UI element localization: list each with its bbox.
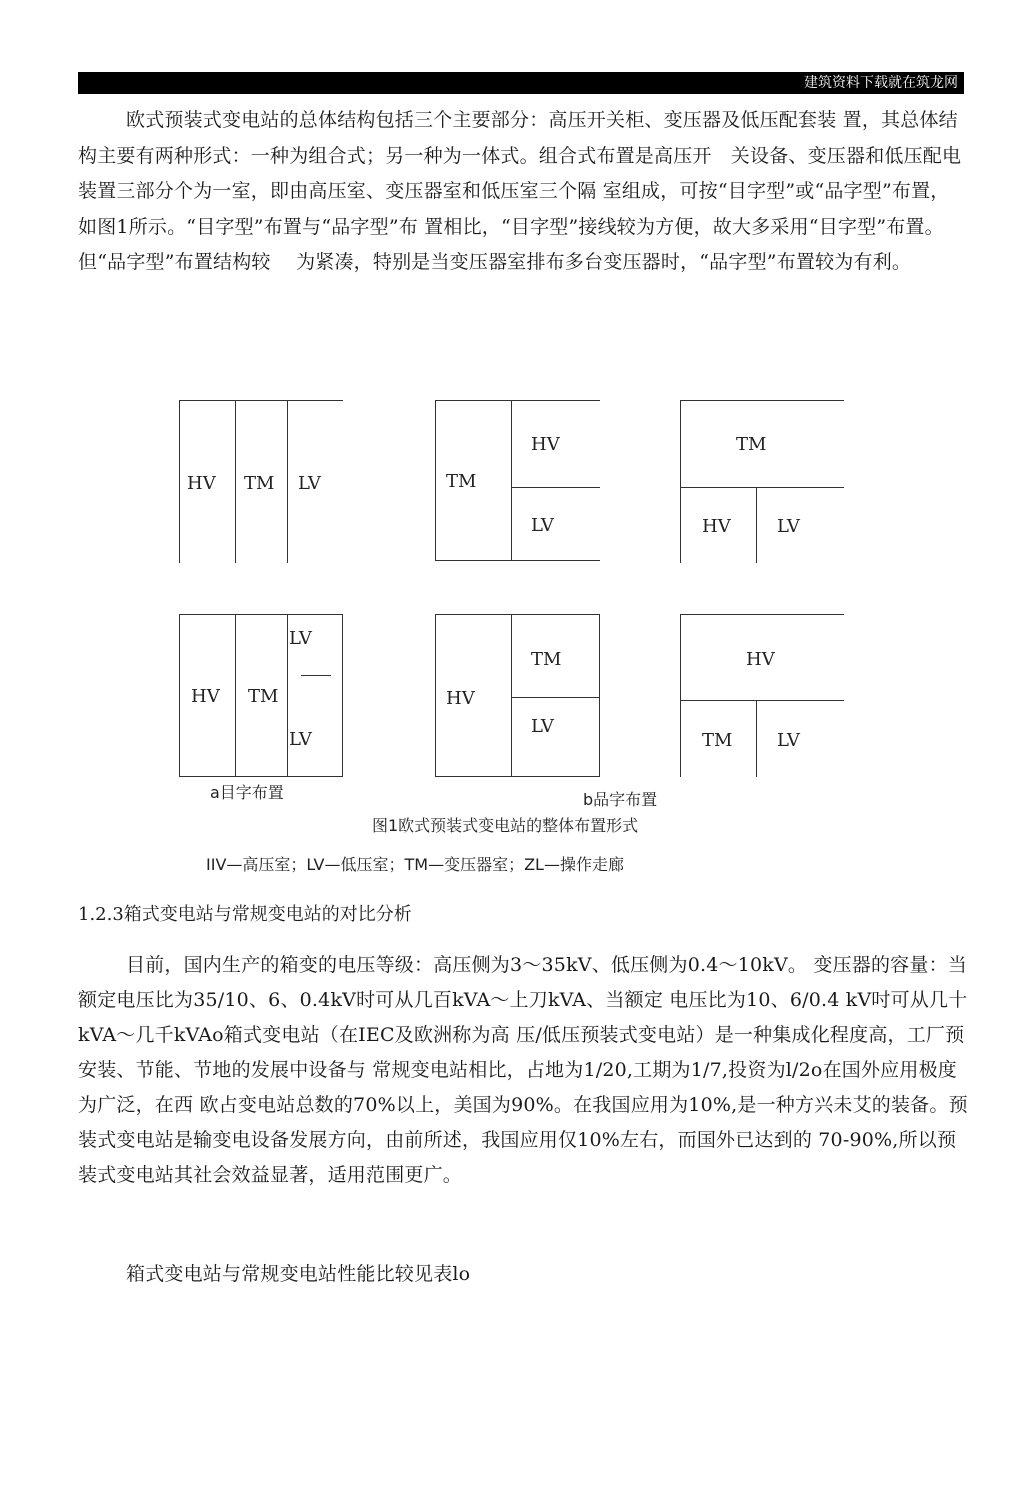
figure-caption: 图1欧式预装式变电站的整体布置形式 — [372, 816, 639, 835]
line — [235, 400, 236, 563]
line — [435, 400, 436, 560]
line — [511, 487, 600, 488]
line — [756, 700, 757, 777]
label-tm: TM — [244, 473, 275, 494]
line — [287, 400, 288, 563]
label-lv: LV — [298, 473, 321, 494]
line — [235, 614, 236, 777]
line — [680, 700, 844, 701]
line — [301, 675, 331, 676]
line — [756, 487, 757, 563]
line — [511, 614, 512, 777]
line — [179, 400, 180, 563]
line — [680, 400, 681, 563]
line — [680, 487, 844, 488]
label-tm: TM — [248, 686, 279, 707]
box — [435, 614, 600, 777]
line — [435, 560, 600, 561]
line — [680, 400, 844, 401]
section-heading: 1.2.3箱式变电站与常规变电站的对比分析 — [78, 904, 412, 925]
label-lv: LV — [777, 516, 800, 537]
label-hv: HV — [702, 516, 731, 537]
label-lv: LV — [531, 716, 554, 737]
label-hv: HV — [446, 688, 475, 709]
caption-a: a目字布置 — [210, 783, 284, 802]
paragraph-structure — [78, 103, 968, 281]
paragraph-structure-text: 欧式预装式变电站的总体结构包括三个主要部分：高压开关柜、变压器及低压配套装 置，其总体结构主要有两种形式：一种为组合式；另一种为一体式。组合式布置是高压开 关设备、变压器和低压配电装置三部分个为一室，即由高压室、变压器室和低压室三个隔 室组成，可按“目字型”或“品字型”布置，如图1所示。“目字型”布置与“品字型”布 置相比，“目字型”接线较为方便，故大多采用“目字型”布置。但“品字型”布置结构较 为紧凑，特别是当变压器室排布多台变压器时，“品字型”布置较为有利。 — [78, 109, 962, 273]
line — [680, 614, 681, 777]
paragraph-comparison — [78, 948, 968, 1193]
label-tm: TM — [736, 434, 767, 455]
label-hv: HV — [531, 434, 560, 455]
label-lv-bottom: LV — [289, 729, 312, 750]
label-hv: HV — [187, 473, 216, 494]
label-lv-top: LV — [289, 628, 312, 649]
line — [179, 400, 343, 401]
line — [435, 400, 600, 401]
line — [287, 614, 288, 777]
label-hv: HV — [191, 686, 220, 707]
caption-b: b品字布置 — [583, 790, 658, 809]
label-tm: TM — [702, 730, 733, 751]
label-tm: TM — [446, 471, 477, 492]
line — [511, 697, 600, 698]
line — [680, 614, 844, 615]
label-tm: TM — [531, 649, 562, 670]
paragraph-table-ref — [78, 1257, 968, 1293]
label-hv: HV — [746, 649, 775, 670]
box — [179, 614, 343, 777]
paragraph-comparison-text: 目前，国内生产的箱变的电压等级：高压侧为3～35kV、低压侧为0.4～10kV。 变压器的容量：当额定电压比为35/10、6、0.4kV时可从几百kVA～上刀kVA、当额定 电压比为10、6/0.4 kV吋可从几十kVA～几千kVAo箱式变电站（在IEC及欧洲称为高 压/低压预装式变电站）是一种集成化程度高，工厂预安装、节能、节地的发展中设备与 常规变电站相比，占地为1/20,工期为1/7,投资为l/2o在国外应用极度为广泛，在西 欧占变电站总数的70%以上，美国为90%。在我国应用为10%,是一种方兴未艾的装备。预 装式变电站是输变电设备发展方向，由前所述，我国应用仅10%左右，而国外已达到的 70-90%,所以预装式变电站其社会效益显著，适用范围更广。 — [78, 954, 968, 1186]
line — [511, 400, 512, 560]
figure-legend: IIV—高压室；LV—低压室；TM—变压器室；ZL—操作走廊 — [206, 855, 624, 874]
header-watermark: 建筑资料下载就在筑龙网 — [804, 75, 958, 91]
paragraph-table-ref-text: 箱式变电站与常规变电站性能比较见表lo — [126, 1263, 471, 1285]
header-bar — [78, 72, 964, 94]
label-lv: LV — [777, 730, 800, 751]
label-lv: LV — [531, 515, 554, 536]
